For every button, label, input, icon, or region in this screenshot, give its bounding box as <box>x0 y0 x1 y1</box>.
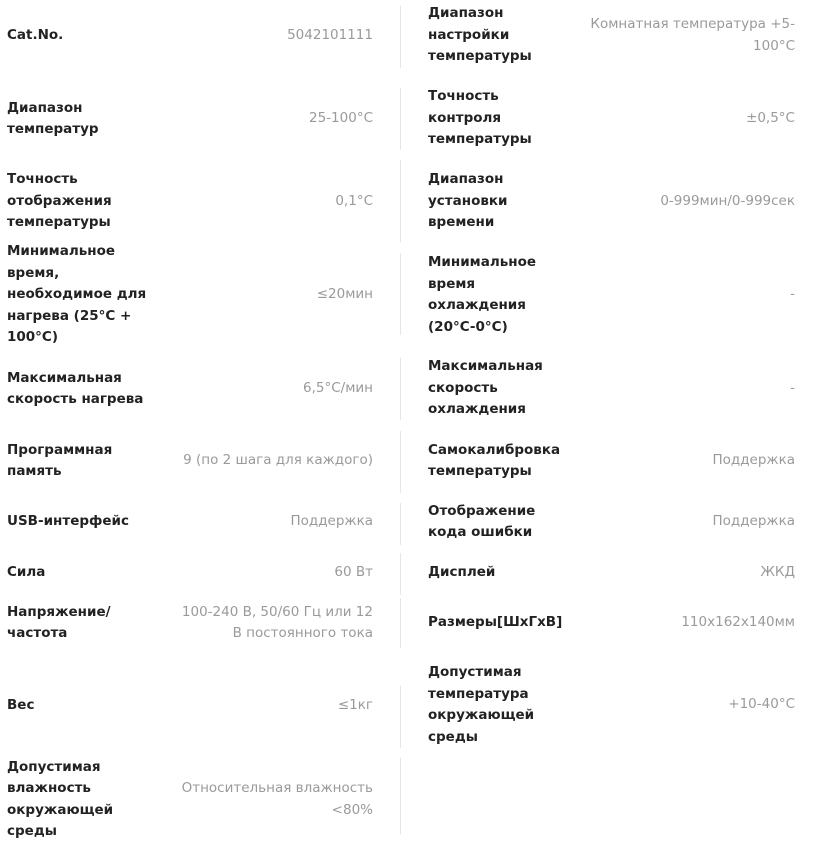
column-divider <box>400 6 401 68</box>
spec-value: 5042101111 <box>287 27 373 44</box>
spec-value: ≤1кг <box>337 697 373 714</box>
spec-value: 0,1°C <box>335 192 373 209</box>
spec-row-cooling-rate <box>428 356 795 421</box>
column-divider <box>400 598 401 648</box>
spec-label: Диапазон настройки температуры <box>428 5 532 65</box>
spec-row-time-setting-range <box>428 169 795 234</box>
spec-value: ±0,5°C <box>746 109 795 126</box>
spec-row-heating-rate <box>7 367 373 411</box>
spec-value: Комнатная температура +5-100°C <box>590 16 795 54</box>
spec-row-voltage <box>7 601 373 645</box>
spec-value: Относительная влажность <80% <box>181 780 373 818</box>
spec-label: Допустимая температура окружающей среды <box>428 664 535 745</box>
spec-row-cat-no <box>7 14 373 58</box>
spec-value: 9 (по 2 шага для каждого) <box>183 452 373 469</box>
spec-row-display <box>428 562 795 584</box>
column-divider <box>400 758 401 834</box>
spec-row-temp-setting-range <box>428 3 795 68</box>
spec-label: Диапазон температур <box>7 99 99 137</box>
spec-label: Программная память <box>7 441 113 479</box>
column-divider <box>400 160 401 242</box>
spec-label: Максимальная скорость охлаждения <box>428 358 543 418</box>
spec-row-temperature-range <box>7 97 373 141</box>
spec-label: Минимальное время, необходимое для нагрева (25°C + 100°C) <box>7 243 147 346</box>
spec-row-dimensions <box>428 612 795 634</box>
spec-row-power <box>7 562 373 584</box>
spec-row-program-memory <box>7 439 373 483</box>
spec-value: Поддержка <box>712 513 795 530</box>
spec-label: Допустимая влажность окружающей среды <box>7 758 114 839</box>
spec-label: Cat.No. <box>7 27 64 44</box>
column-divider <box>400 503 401 545</box>
spec-value: 0-999мин/0-999сек <box>660 192 795 209</box>
spec-label: Размеры[ШхГхВ] <box>428 614 563 631</box>
spec-label: Сила <box>7 564 46 581</box>
spec-value: ≤20мин <box>316 286 373 303</box>
spec-label: Точность контроля температуры <box>428 88 532 148</box>
spec-label: Минимальное время охлаждения (20°C-0°C) <box>428 254 537 335</box>
spec-value: Поддержка <box>712 452 795 469</box>
spec-row-ambient-temperature <box>428 662 795 748</box>
column-divider <box>400 253 401 335</box>
spec-value: 100-240 В, 50/60 Гц или 12 В постоянного тока <box>181 603 373 641</box>
spec-row-cooling-time <box>428 252 795 338</box>
spec-label: Максимальная скорость нагрева <box>7 369 144 407</box>
spec-value: +10-40°C <box>728 696 795 713</box>
column-divider <box>400 553 401 595</box>
spec-value: ЖКД <box>760 564 795 581</box>
spec-row-weight <box>7 695 373 717</box>
spec-label: Отображение кода ошибки <box>428 502 536 540</box>
spec-label: Диапазон установки времени <box>428 171 508 231</box>
spec-value: 60 Вт <box>334 564 373 581</box>
spec-row-heating-time <box>7 243 373 346</box>
spec-label: Точность отображения температуры <box>7 171 112 231</box>
column-divider <box>400 686 401 748</box>
spec-label: Самокалибровка температуры <box>428 441 561 479</box>
spec-value: 6,5°C/мин <box>303 380 373 397</box>
spec-row-self-calibration <box>428 439 795 483</box>
column-divider <box>400 358 401 420</box>
spec-label: USB-интерфейс <box>7 513 130 530</box>
column-divider <box>400 88 401 150</box>
spec-label: Напряжение/ частота <box>7 603 111 641</box>
spec-value: Поддержка <box>290 513 373 530</box>
spec-row-error-code <box>428 500 795 544</box>
spec-label: Вес <box>7 697 35 714</box>
spec-value: - <box>790 379 795 396</box>
spec-label: Дисплей <box>428 564 496 581</box>
column-divider <box>400 431 401 493</box>
spec-value: - <box>790 286 795 303</box>
spec-row-usb <box>7 511 373 533</box>
spec-row-humidity <box>7 758 373 839</box>
spec-value: 25-100°C <box>309 110 373 127</box>
spec-row-display-accuracy <box>7 169 373 234</box>
spec-row-temp-control-accuracy <box>428 86 795 151</box>
spec-value: 110x162x140мм <box>681 614 795 631</box>
